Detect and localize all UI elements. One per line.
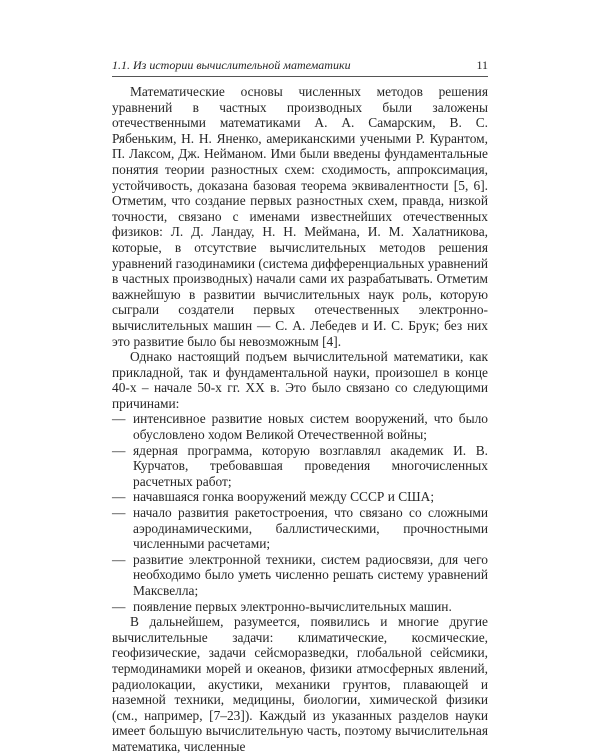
- list-item: [112, 411, 488, 442]
- list-item-text: развитие электронной техники, систем радиосвязи, для чего необходимо было уметь численно решать систему уравнений Максвелла;: [133, 551, 488, 598]
- list-item-text: начавшаяся гонка вооружений между СССР и США;: [133, 489, 435, 505]
- list-item: [112, 552, 488, 599]
- dash-marker: —: [112, 505, 126, 521]
- list-item-text: ядерная программа, которую возглавлял академик И. В. Курчатов, требовавшая проведения многочисленных расчетных работ;: [133, 442, 488, 489]
- dash-marker: —: [112, 489, 126, 505]
- list-item-text: появление первых электронно-вычислительных машин.: [133, 598, 452, 614]
- paragraph: В дальнейшем, разумеется, появились и многие другие вычислительные задачи: климатические, космические, геофизические, задачи сейсморазведки, глобальной сейсмики, термодинамики морей и океанов, физики атмосферных явлений, радиолокации, акустики, механики грунтов, плавающей и наземной техники, медицины, биологии, химической физики (см., например, [7–23]). Каждый из указанных разделов науки имеет большую вычислительную часть, поэтому вычислительная математика, численные: [112, 614, 488, 754]
- dash-marker: —: [112, 551, 126, 567]
- dash-marker: —: [112, 598, 126, 614]
- list-item-text: начало развития ракетостроения, что связано со сложными аэродинамическими, баллистическими, прочностными численными расчетами;: [133, 505, 488, 552]
- running-title: 1.1. Из истории вычислительной математики: [112, 58, 351, 72]
- list-item: [112, 599, 488, 615]
- list-item: [112, 489, 488, 505]
- causes-list: [112, 411, 488, 614]
- list-item-text: интенсивное развитие новых систем вооружений, что было обусловлено ходом Великой Отечественной войны;: [133, 411, 488, 443]
- paragraph: Математические основы численных методов решения уравнений в частных производных были заложены отечественными математиками А. А. Самарским, В. С. Рябеньким, Н. Н. Яненко, американскими учеными Р. Курантом, П. Лаксом, Дж. Нейманом. Ими были введены фундаментальные понятия теории разностных схем: сходимость, аппроксимация, устойчивость, доказана базовая теорема эквивалентности [5, 6]. Отметим, что создание первых разностных схем, правда, низкой точности, связано с именами известнейших отечественных физиков: Л. Д. Ландау, Н. Н. Меймана, И. М. Халатникова, которые, в отсутствие вычислительных методов решения уравнений газодинамики (система дифференциальных уравнений в частных производных) начали сами их разрабатывать. Отметим важнейшую в развитии вычислительных наук роль, которую сыграли создатели первых отечественных электронно-вычислительных машин — С. А. Лебедев и И. С. Брук; без них это развитие было бы невозможным [4].: [112, 84, 488, 349]
- page-number: 11: [476, 58, 488, 72]
- body-text: [112, 84, 488, 755]
- running-header: [112, 56, 488, 77]
- list-item: [112, 505, 488, 552]
- dash-marker: —: [112, 442, 126, 458]
- list-item: [112, 443, 488, 490]
- paragraph: Однако настоящий подъем вычислительной математики, как прикладной, так и фундаментальной науки, произошел в конце 40-х – начале 50-х гг. XX в. Это было связано со следующими причинами:: [112, 349, 488, 411]
- dash-marker: —: [112, 411, 126, 427]
